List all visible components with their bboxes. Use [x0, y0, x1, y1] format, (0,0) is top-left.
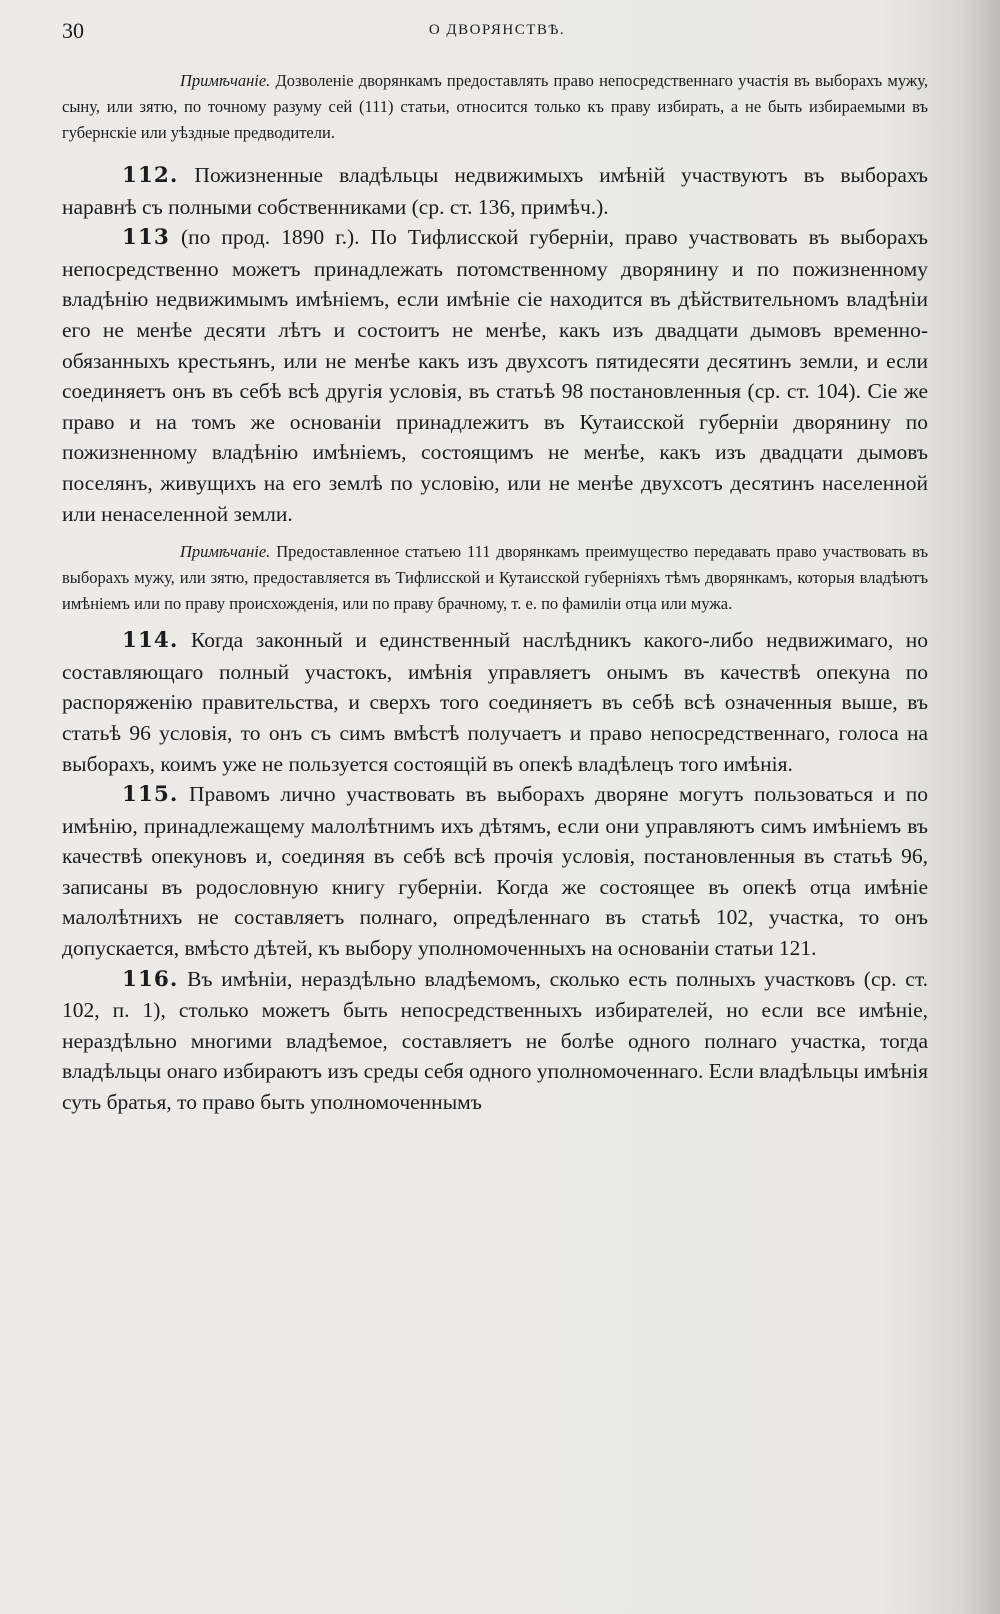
- article-text: (по прод. 1890 г.). По Тифлисской губерніи, право участвовать въ выборахъ непосредственно можетъ принадлежать потомственному дворянину и по пожизненному владѣнію недвижимымъ имѣніемъ, если имѣніе сіе находится въ дѣйствительномъ владѣніи его не менѣе десяти лѣтъ и состоитъ не менѣе, какъ изъ двадцати дымовъ временно-обязанныхъ крестьянъ, или не менѣе какъ изъ двухсотъ пятидесяти десятинъ земли, и если соединяетъ онъ въ себѣ всѣ другія условія, въ статьѣ 98 постановленныя (ср. ст. 104). Сіе же право и на томъ же основаніи принадлежитъ въ Кутаисской губерніи дворянину по пожизненному владѣнію имѣніемъ, состоящимъ не менѣе, какъ изъ двадцати дымовъ поселянъ, живущихъ на его землѣ по условію, или не менѣе двухсотъ десятинъ населенной или ненаселенной земли.: [62, 225, 928, 526]
- article-114: [62, 625, 928, 779]
- article-number: 115.: [122, 782, 179, 808]
- article-text: Пожизненные владѣльцы недвижимыхъ имѣній участвуютъ въ выборахъ наравнѣ съ полными собственниками (ср. ст. 136, примѣч.).: [62, 163, 928, 219]
- article-116: [62, 964, 928, 1118]
- note-text: Предоставленное статьею 111 дворянкамъ преимущество передавать право участвовать въ выборахъ мужу, или зятю, предоставляется въ Тифлисской и Кутаисской губерніяхъ тѣмъ дворянкамъ, которыя владѣютъ имѣніемъ или по праву происхожденія, или по праву брачному, т. е. по фамиліи отца или мужа.: [62, 542, 928, 614]
- article-115: [62, 779, 928, 964]
- note-label: Примѣчаніе.: [180, 542, 271, 562]
- note-text: Дозволеніе дворянкамъ предоставлять право непосредственнаго участія въ выборахъ мужу, сыну, или зятю, по точному разуму сей (111) статьи, относится только къ праву избирать, а не быть избираемыми въ губернскіе или уѣздные предводители.: [62, 71, 928, 142]
- page-number: 30: [62, 18, 84, 43]
- note-to-article-113: [62, 539, 928, 617]
- article-113: [62, 222, 928, 529]
- article-number: 112.: [122, 163, 179, 188]
- page-body: [62, 68, 928, 1118]
- article-number: 113: [122, 225, 170, 251]
- article-number: 116.: [122, 966, 179, 992]
- article-112: [62, 160, 928, 222]
- running-head: О ДВОРЯНСТВѢ.: [428, 22, 566, 38]
- note-to-article-111: [62, 68, 928, 146]
- article-text: Правомъ лично участвовать въ выборахъ дворяне могутъ пользоваться и по имѣнію, принадлежащему малолѣтнимъ ихъ дѣтямъ, если они управляютъ симъ имѣніемъ въ качествѣ опекуновъ и, соединяя въ себѣ всѣ прочія условія, постановленныя въ статьѣ 96, записаны въ родословную книгу губерніи. Когда же состоящее въ опекѣ отца имѣніе малолѣтнихъ не составляетъ полнаго, опредѣленнаго въ статьѣ 102, участка, то онъ допускается, вмѣсто дѣтей, къ выбору уполномоченныхъ на основаніи статьи 121.: [62, 782, 928, 961]
- note-label: Примѣчаніе.: [180, 71, 271, 90]
- article-text: Въ имѣніи, нераздѣльно владѣемомъ, сколько есть полныхъ участковъ (ср. ст. 102, п. 1), столько можетъ быть непосредственныхъ избирателей, но если все имѣніе, нераздѣльно многими владѣемое, составляетъ не болѣе одного полнаго участка, тогда владѣльцы онаго избираютъ изъ среды себя одного уполномоченнаго. Если владѣльцы имѣнія суть братья, то право быть уполномоченнымъ: [62, 966, 929, 1115]
- article-text: Когда законный и единственный наслѣдникъ какого-либо недвижимаго, но составляющаго полный участокъ, имѣнія управляетъ онымъ въ качествѣ опекуна по распоряженію правительства, и сверхъ того соединяетъ въ себѣ всѣ означенныя выше, въ статьѣ 96 условія, то онъ съ симъ вмѣстѣ получаетъ и право непосредственнаго, голоса на выборахъ, коимъ уже не пользуется состоящій въ опекѣ владѣлецъ того имѣнія.: [62, 628, 928, 776]
- page-header: [62, 18, 932, 48]
- article-number: 114.: [122, 628, 179, 654]
